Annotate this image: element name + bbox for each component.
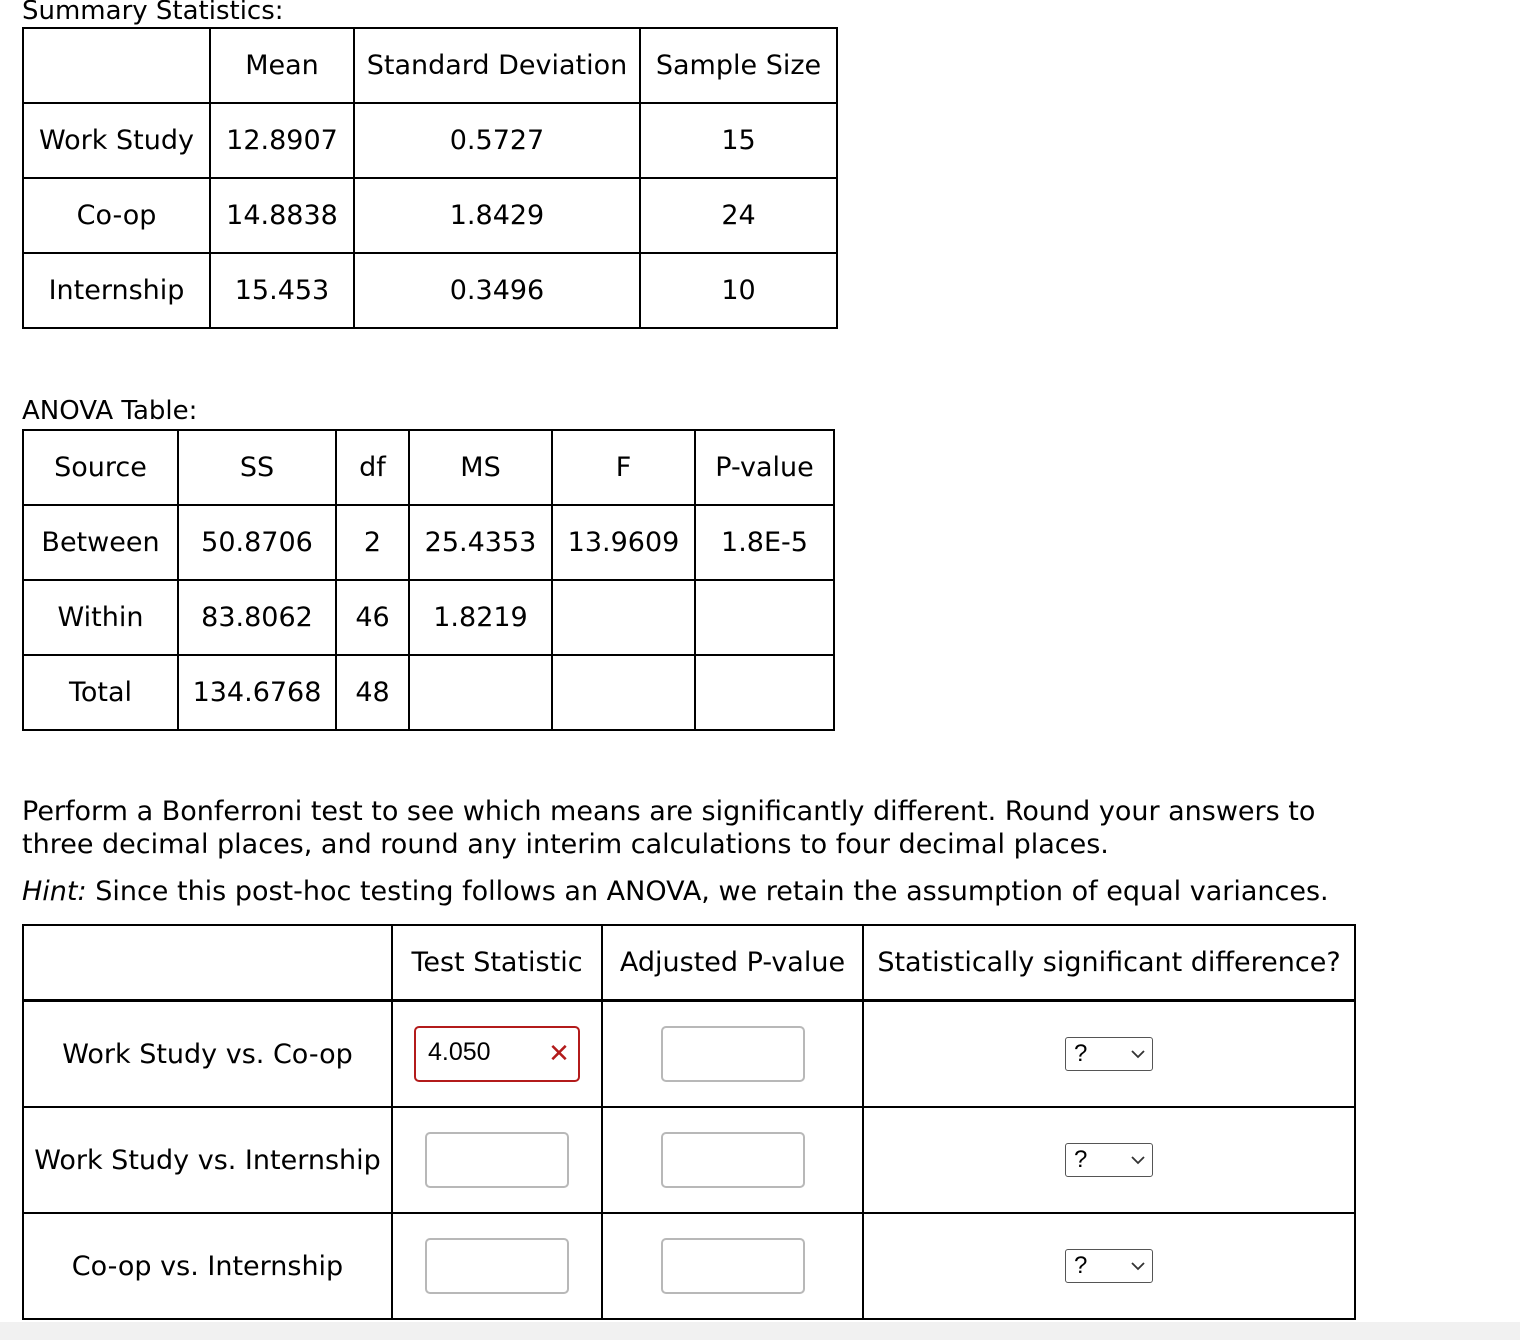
- comparison-label: Work Study vs. Internship: [23, 1107, 392, 1213]
- table-row: [23, 253, 837, 328]
- mean-cell: 12.8907: [210, 103, 354, 178]
- hint-label: Hint:: [22, 876, 87, 907]
- table-header-cell: Sample Size: [640, 28, 837, 103]
- table-row: [23, 103, 837, 178]
- adjusted-p-input[interactable]: [675, 1250, 785, 1279]
- f-cell: 13.9609: [552, 505, 695, 580]
- test-statistic-input-wrapper: [425, 1132, 569, 1188]
- page-bottom-edge: [0, 1322, 1520, 1340]
- table-header-cell: df: [336, 430, 409, 505]
- table-header-cell: P-value: [695, 430, 834, 505]
- table-row: [23, 1001, 1355, 1108]
- table-header-cell: SS: [178, 430, 336, 505]
- test-statistic-cell: [392, 1107, 602, 1213]
- mean-cell: 15.453: [210, 253, 354, 328]
- test-statistic-input[interactable]: [439, 1144, 549, 1173]
- adjusted-p-input-wrapper: [661, 1026, 805, 1082]
- ss-cell: 50.8706: [178, 505, 336, 580]
- significance-cell: [863, 1213, 1355, 1319]
- ms-cell: 25.4353: [409, 505, 552, 580]
- df-cell: 46: [336, 580, 409, 655]
- dropdown-value: ?: [1074, 1146, 1088, 1173]
- table-header-cell: MS: [409, 430, 552, 505]
- table-header-cell: [23, 925, 392, 1001]
- group-name-cell: Internship: [23, 253, 210, 328]
- test-statistic-cell: [392, 1001, 602, 1108]
- test-statistic-input-wrapper: [414, 1026, 580, 1082]
- adjusted-p-cell: [602, 1001, 863, 1108]
- table-row: [23, 580, 834, 655]
- p-value-cell: [695, 655, 834, 730]
- f-cell: [552, 655, 695, 730]
- table-header-cell: Mean: [210, 28, 354, 103]
- sd-cell: 1.8429: [354, 178, 640, 253]
- summary-statistics-table: [22, 27, 838, 329]
- dropdown-value: ?: [1074, 1040, 1088, 1067]
- instructions: [22, 795, 1362, 908]
- table-header-cell: Statistically significant difference?: [863, 925, 1355, 1001]
- sd-cell: 0.3496: [354, 253, 640, 328]
- ms-cell: [409, 655, 552, 730]
- adjusted-p-input[interactable]: [675, 1144, 785, 1173]
- sample-size-cell: 10: [640, 253, 837, 328]
- significance-cell: [863, 1001, 1355, 1108]
- instructions-text: Perform a Bonferroni test to see which means are significantly different. Round your answers to three decimal places, and round any interim calculations to four decimal places.: [22, 796, 1316, 860]
- table-row: [23, 505, 834, 580]
- hint: [22, 875, 1362, 908]
- table-header-cell: Standard Deviation: [354, 28, 640, 103]
- table-row: [23, 655, 834, 730]
- sample-size-cell: 15: [640, 103, 837, 178]
- adjusted-p-input-wrapper: [661, 1132, 805, 1188]
- ms-cell: 1.8219: [409, 580, 552, 655]
- sample-size-cell: 24: [640, 178, 837, 253]
- p-value-cell: 1.8E-5: [695, 505, 834, 580]
- chevron-down-icon: [1130, 1048, 1146, 1060]
- comparison-label: Co-op vs. Internship: [23, 1213, 392, 1319]
- df-cell: 48: [336, 655, 409, 730]
- source-cell: Between: [23, 505, 178, 580]
- table-header-cell: Source: [23, 430, 178, 505]
- p-value-cell: [695, 580, 834, 655]
- table-header-row: [23, 28, 837, 103]
- table-row: [23, 1213, 1355, 1319]
- chevron-down-icon: [1130, 1154, 1146, 1166]
- mean-cell: 14.8838: [210, 178, 354, 253]
- source-cell: Total: [23, 655, 178, 730]
- table-header-cell: F: [552, 430, 695, 505]
- table-header-row: [23, 925, 1355, 1001]
- comparison-label: Work Study vs. Co-op: [23, 1001, 392, 1108]
- summary-statistics-label: Summary Statistics:: [22, 0, 284, 26]
- bonferroni-table: [22, 924, 1356, 1320]
- test-statistic-input[interactable]: [428, 1038, 538, 1067]
- significance-dropdown[interactable]: [1065, 1249, 1153, 1283]
- test-statistic-input[interactable]: [439, 1250, 549, 1279]
- adjusted-p-cell: [602, 1107, 863, 1213]
- group-name-cell: Work Study: [23, 103, 210, 178]
- table-header-cell: Adjusted P-value: [602, 925, 863, 1001]
- adjusted-p-input-wrapper: [661, 1238, 805, 1294]
- table-row: [23, 1107, 1355, 1213]
- group-name-cell: Co-op: [23, 178, 210, 253]
- f-cell: [552, 580, 695, 655]
- table-row: [23, 178, 837, 253]
- significance-dropdown[interactable]: [1065, 1143, 1153, 1177]
- test-statistic-cell: [392, 1213, 602, 1319]
- adjusted-p-cell: [602, 1213, 863, 1319]
- error-x-icon: ✕: [548, 1039, 570, 1069]
- adjusted-p-input[interactable]: [675, 1038, 785, 1067]
- anova-table-label: ANOVA Table:: [22, 396, 198, 426]
- hint-text: Since this post-hoc testing follows an ANOVA, we retain the assumption of equal variances.: [86, 876, 1329, 907]
- significance-cell: [863, 1107, 1355, 1213]
- table-header-row: [23, 430, 834, 505]
- ss-cell: 83.8062: [178, 580, 336, 655]
- table-header-cell: [23, 28, 210, 103]
- df-cell: 2: [336, 505, 409, 580]
- test-statistic-input-wrapper: [425, 1238, 569, 1294]
- ss-cell: 134.6768: [178, 655, 336, 730]
- source-cell: Within: [23, 580, 178, 655]
- sd-cell: 0.5727: [354, 103, 640, 178]
- chevron-down-icon: [1130, 1260, 1146, 1272]
- anova-table: [22, 429, 835, 731]
- dropdown-value: ?: [1074, 1252, 1088, 1279]
- table-header-cell: Test Statistic: [392, 925, 602, 1001]
- significance-dropdown[interactable]: [1065, 1037, 1153, 1071]
